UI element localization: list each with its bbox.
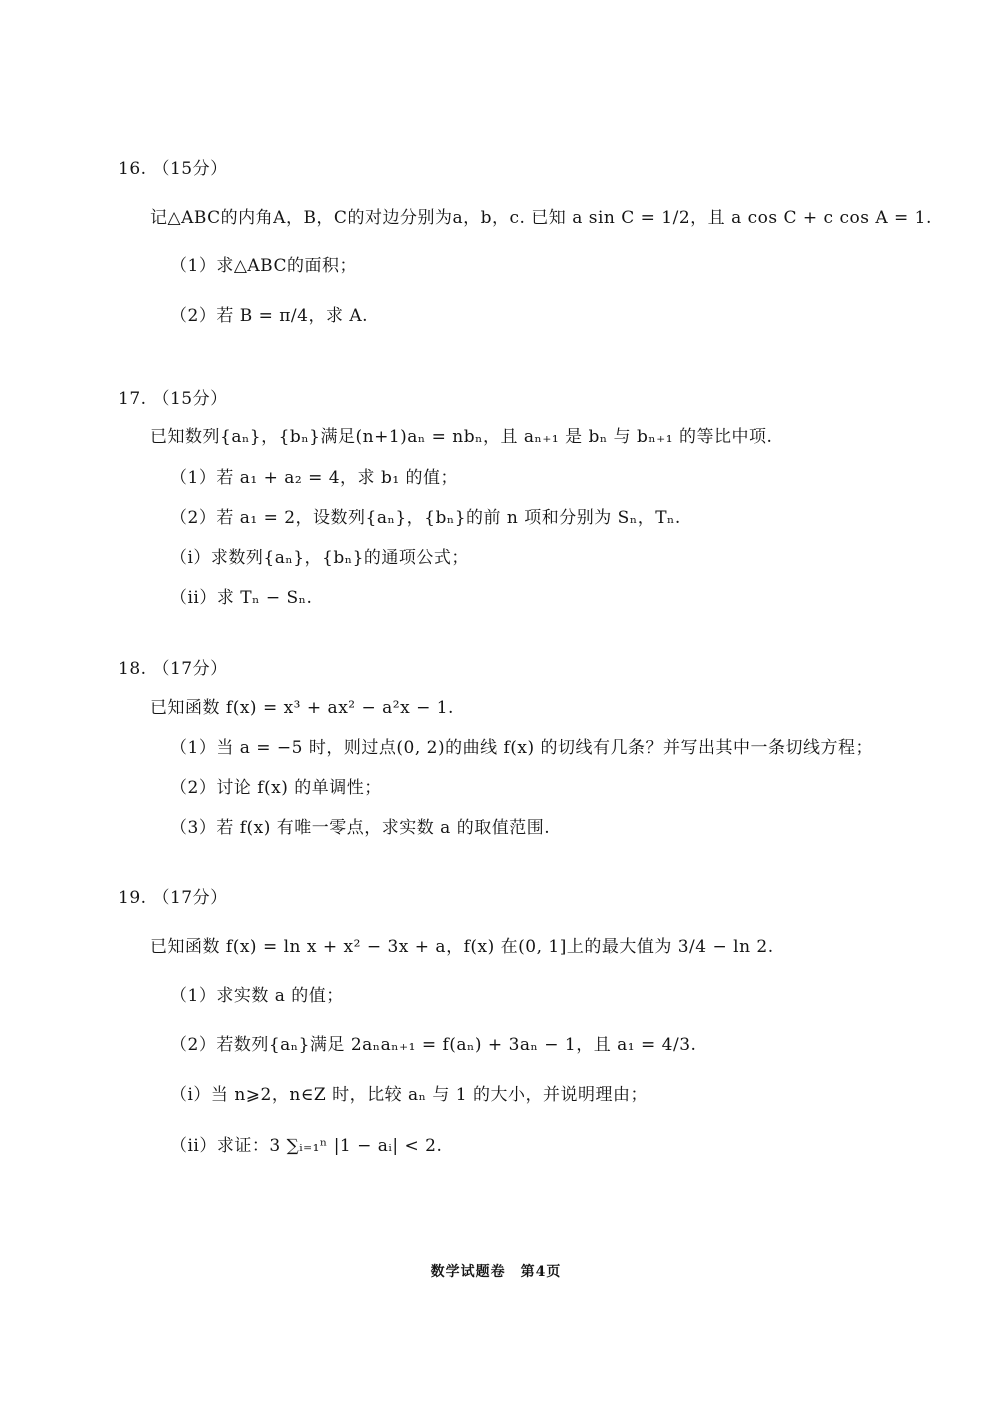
question-18-part-3: （3）若 f(x) 有唯一零点，求实数 a 的取值范围. xyxy=(170,818,551,838)
question-16-heading: 16. （15分） xyxy=(118,159,228,179)
question-17-part-2-i: （i）求数列{aₙ}，{bₙ}的通项公式； xyxy=(170,548,469,568)
question-18-heading: 18. （17分） xyxy=(118,659,228,679)
question-18-part-1: （1）当 a = −5 时，则过点(0, 2)的曲线 f(x) 的切线有几条？并写出其中一条切线方程； xyxy=(170,738,874,758)
question-17-heading: 17. （15分） xyxy=(118,389,228,409)
question-16-stem: 记△ABC的内角A，B，C的对边分别为a，b，c. 已知 a sin C = 1/2，且 a cos C + c cos A = 1. xyxy=(150,208,932,228)
question-19-part-1: （1）求实数 a 的值； xyxy=(170,986,344,1006)
question-19-part-2-i: （i）当 n⩾2，n∈Z 时，比较 aₙ 与 1 的大小，并说明理由； xyxy=(170,1085,649,1105)
question-17-stem: 已知数列{aₙ}，{bₙ}满足(n+1)aₙ = nbₙ，且 aₙ₊₁ 是 bₙ 与 bₙ₊₁ 的等比中项. xyxy=(150,427,773,447)
question-17-part-2: （2）若 a₁ = 2，设数列{aₙ}，{bₙ}的前 n 项和分别为 Sₙ，Tₙ. xyxy=(170,508,681,528)
question-19-part-2: （2）若数列{aₙ}满足 2aₙaₙ₊₁ = f(aₙ) + 3aₙ − 1，且 a₁ = 4/3. xyxy=(170,1035,697,1055)
question-19-part-2-ii: （ii）求证：3 ∑ᵢ₌₁ⁿ |1 − aᵢ| < 2. xyxy=(170,1136,443,1156)
question-19-heading: 19. （17分） xyxy=(118,888,228,908)
question-19-stem: 已知函数 f(x) = ln x + x² − 3x + a，f(x) 在(0, 1]上的最大值为 3/4 − ln 2. xyxy=(150,937,774,957)
question-18-part-2: （2）讨论 f(x) 的单调性； xyxy=(170,778,382,798)
question-16-part-2: （2）若 B = π/4，求 A. xyxy=(170,306,369,326)
question-17-part-2-ii: （ii）求 Tₙ − Sₙ. xyxy=(170,588,313,608)
question-16-part-1: （1）求△ABC的面积； xyxy=(170,256,357,276)
page-footer: 数学试题卷 第4页 xyxy=(430,1264,562,1280)
question-18-stem: 已知函数 f(x) = x³ + ax² − a²x − 1. xyxy=(150,698,454,718)
question-17-part-1: （1）若 a₁ + a₂ = 4，求 b₁ 的值； xyxy=(170,468,459,488)
